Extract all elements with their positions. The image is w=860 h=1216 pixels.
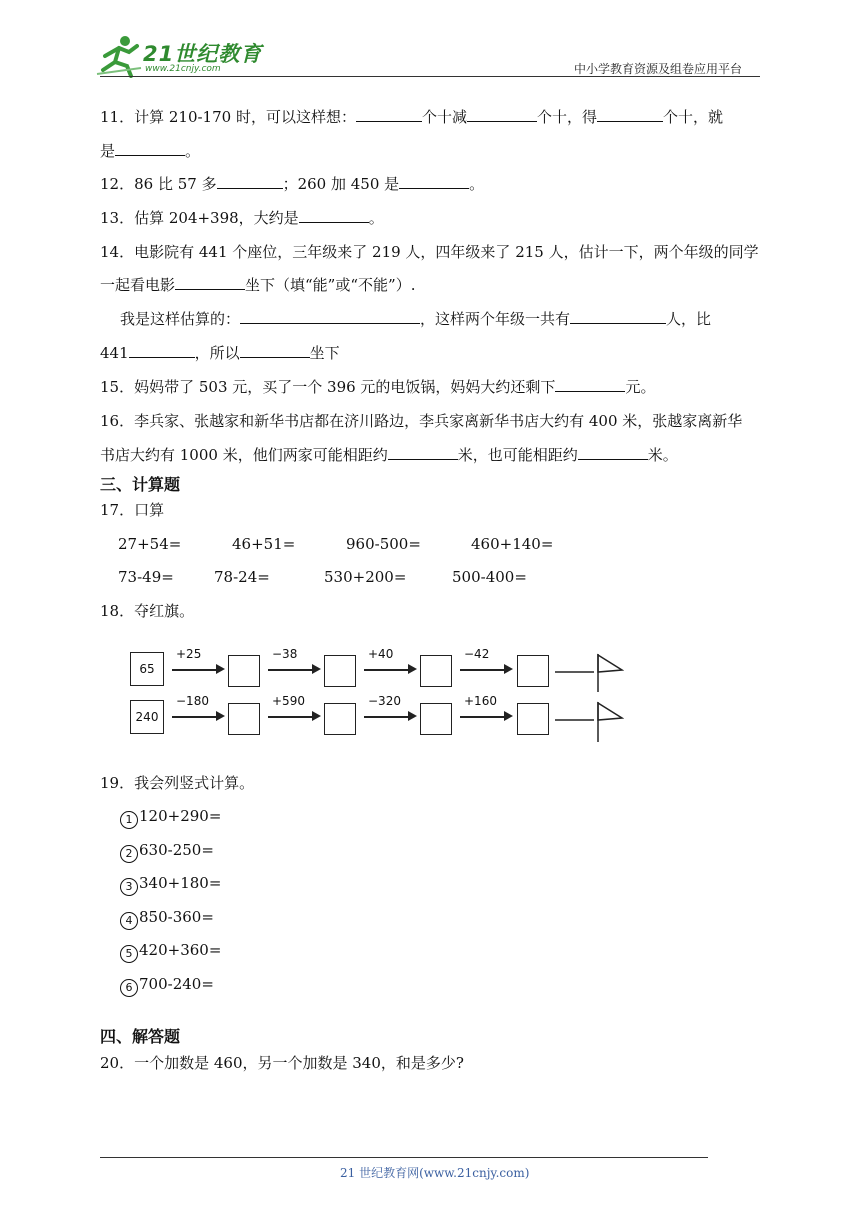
circled-number: 2 bbox=[120, 845, 138, 863]
answer-blank[interactable] bbox=[388, 445, 458, 460]
q11-line2 bbox=[100, 141, 200, 161]
answer-box[interactable] bbox=[517, 703, 549, 735]
arrow-op-label: −38 bbox=[272, 647, 298, 661]
q11-text-c: 个十，得 bbox=[536, 108, 597, 126]
arrow-op-label: +40 bbox=[368, 647, 394, 661]
q19-expr: 340+180= bbox=[139, 874, 222, 892]
circled-number: 5 bbox=[120, 945, 138, 963]
arrow-op-label: −320 bbox=[368, 694, 401, 708]
q17-title: 17．口算 bbox=[100, 501, 165, 519]
q19-item bbox=[120, 940, 221, 963]
q15-text-b: 元。 bbox=[625, 378, 656, 396]
q13-text-a: 13．估算 204+398，大约是 bbox=[100, 209, 299, 227]
footer-rule bbox=[100, 1157, 708, 1158]
answer-blank[interactable] bbox=[115, 141, 185, 156]
red-flag-icon bbox=[552, 652, 624, 692]
footer-text: 21 世纪教育网(www.21cnjy.com) bbox=[340, 1166, 530, 1180]
q11-text-a: 11．计算 210-170 时，可以这样想： bbox=[100, 108, 356, 126]
q13-line bbox=[100, 208, 384, 228]
arrow-op bbox=[268, 647, 320, 673]
answer-blank[interactable] bbox=[240, 309, 420, 324]
q16-line2 bbox=[100, 445, 678, 465]
q19-item bbox=[120, 806, 221, 829]
q14-line1 bbox=[100, 242, 759, 262]
q14-text-e: ，这样两个年级一共有 bbox=[420, 310, 571, 328]
q19-item bbox=[120, 840, 214, 863]
answer-box[interactable] bbox=[420, 655, 452, 687]
runner-logo-icon bbox=[95, 34, 145, 78]
q11-text-f: 。 bbox=[185, 142, 201, 160]
answer-box[interactable] bbox=[228, 703, 260, 735]
oral-expr: 960-500= bbox=[346, 535, 421, 553]
red-flag-icon bbox=[552, 700, 624, 744]
oral-expr: 27+54= bbox=[118, 535, 182, 553]
q14-text-i: 坐下 bbox=[309, 344, 340, 362]
q19-expr: 120+290= bbox=[139, 807, 222, 825]
answer-blank[interactable] bbox=[578, 445, 648, 460]
q12-text-b: ；260 加 450 是 bbox=[282, 175, 400, 193]
q14-line3 bbox=[120, 309, 711, 329]
circled-number: 3 bbox=[120, 878, 138, 896]
q19-expr: 850-360= bbox=[139, 908, 214, 926]
answer-blank[interactable] bbox=[399, 174, 469, 189]
answer-blank[interactable] bbox=[597, 107, 663, 122]
header-right-text: 中小学教育资源及组卷应用平台 bbox=[574, 62, 743, 76]
answer-box[interactable] bbox=[324, 655, 356, 687]
section-3-heading: 三、计算题 bbox=[100, 475, 181, 494]
answer-blank[interactable] bbox=[175, 275, 245, 290]
q19-expr: 700-240= bbox=[139, 975, 214, 993]
q15-text-a: 15．妈妈带了 503 元，买了一个 396 元的电饭锅，妈妈大约还剩下 bbox=[100, 378, 556, 396]
answer-blank[interactable] bbox=[217, 174, 283, 189]
logo-url: www.21cnjy.com bbox=[145, 64, 221, 74]
oral-expr: 460+140= bbox=[471, 535, 554, 553]
q11-text-e: 是 bbox=[100, 142, 116, 160]
q14-line4 bbox=[100, 343, 340, 363]
arrow-op bbox=[460, 647, 512, 673]
arrow-op-label: −42 bbox=[464, 647, 490, 661]
q19-item bbox=[120, 873, 221, 896]
arrow-op bbox=[364, 694, 416, 720]
q20-text: 20．一个加数是 460，另一个加数是 340，和是多少? bbox=[100, 1054, 464, 1072]
arrow-op-label: −180 bbox=[176, 694, 209, 708]
arrow-op bbox=[364, 647, 416, 673]
oral-expr: 46+51= bbox=[232, 535, 296, 553]
q12-text-a: 12．86 比 57 多 bbox=[100, 175, 217, 193]
answer-box[interactable] bbox=[228, 655, 260, 687]
answer-blank[interactable] bbox=[570, 309, 666, 324]
arrow-op bbox=[460, 694, 512, 720]
q14-text-h: ，所以 bbox=[194, 344, 240, 362]
oral-expr: 500-400= bbox=[452, 568, 527, 586]
answer-box[interactable] bbox=[517, 655, 549, 687]
arrow-op bbox=[172, 647, 224, 673]
answer-blank[interactable] bbox=[467, 107, 537, 122]
q16-line1 bbox=[100, 411, 742, 431]
q13-text-b: 。 bbox=[368, 209, 384, 227]
circled-number: 1 bbox=[120, 811, 138, 829]
q19-expr: 420+360= bbox=[139, 941, 222, 959]
q14-text-d: 我是这样估算的： bbox=[120, 310, 241, 328]
q18-title: 18．夺红旗。 bbox=[100, 602, 195, 620]
oral-expr: 73-49= bbox=[118, 568, 174, 586]
q19-expr: 630-250= bbox=[139, 841, 214, 859]
q14-text-a: 14．电影院有 441 个座位，三年级来了 219 人，四年级来了 215 人，估计一下，两个年级的同学 bbox=[100, 243, 759, 261]
logo bbox=[95, 34, 265, 78]
q16-text-d: 米。 bbox=[647, 446, 678, 464]
q19-title: 19．我会列竖式计算。 bbox=[100, 774, 255, 792]
q16-text-a: 16．李兵家、张越家和新华书店都在济川路边，李兵家离新华书店大约有 400 米，张越家离新华 bbox=[100, 412, 743, 430]
logo-text: 21世纪教育 bbox=[143, 42, 263, 66]
q11-line1 bbox=[100, 107, 723, 127]
answer-blank[interactable] bbox=[299, 208, 369, 223]
arrow-op-label: +25 bbox=[176, 647, 202, 661]
q12-text-c: 。 bbox=[469, 175, 485, 193]
header-rule bbox=[100, 76, 760, 77]
answer-blank[interactable] bbox=[129, 343, 195, 358]
q14-line2 bbox=[100, 275, 415, 295]
q14-text-b: 一起看电影 bbox=[100, 276, 176, 294]
arrow-op bbox=[172, 694, 224, 720]
answer-blank[interactable] bbox=[356, 107, 422, 122]
q16-text-b: 书店大约有 1000 米，他们两家可能相距约 bbox=[100, 446, 388, 464]
q11-text-b: 个十减 bbox=[421, 108, 467, 126]
q14-text-f: 人，比 bbox=[666, 310, 712, 328]
q16-text-c: 米，也可能相距约 bbox=[457, 446, 578, 464]
oral-expr: 530+200= bbox=[324, 568, 407, 586]
section-4-heading: 四、解答题 bbox=[100, 1027, 181, 1046]
arrow-op-label: +160 bbox=[464, 694, 497, 708]
answer-box[interactable] bbox=[324, 703, 356, 735]
q14-text-g: 441 bbox=[100, 344, 129, 362]
arrow-op-label: +590 bbox=[272, 694, 305, 708]
q12-line bbox=[100, 174, 484, 194]
q19-item bbox=[120, 907, 214, 930]
circled-number: 4 bbox=[120, 912, 138, 930]
q15-line bbox=[100, 377, 655, 397]
start-box: 240 bbox=[130, 700, 164, 734]
start-box: 65 bbox=[130, 652, 164, 686]
arrow-op bbox=[268, 694, 320, 720]
answer-blank[interactable] bbox=[240, 343, 310, 358]
answer-blank[interactable] bbox=[555, 377, 625, 392]
q14-text-c: 坐下（填“能”或“不能”）. bbox=[245, 276, 416, 294]
q11-text-d: 个十，就 bbox=[663, 108, 724, 126]
circled-number: 6 bbox=[120, 979, 138, 997]
q19-item bbox=[120, 974, 214, 997]
answer-box[interactable] bbox=[420, 703, 452, 735]
oral-expr: 78-24= bbox=[214, 568, 270, 586]
